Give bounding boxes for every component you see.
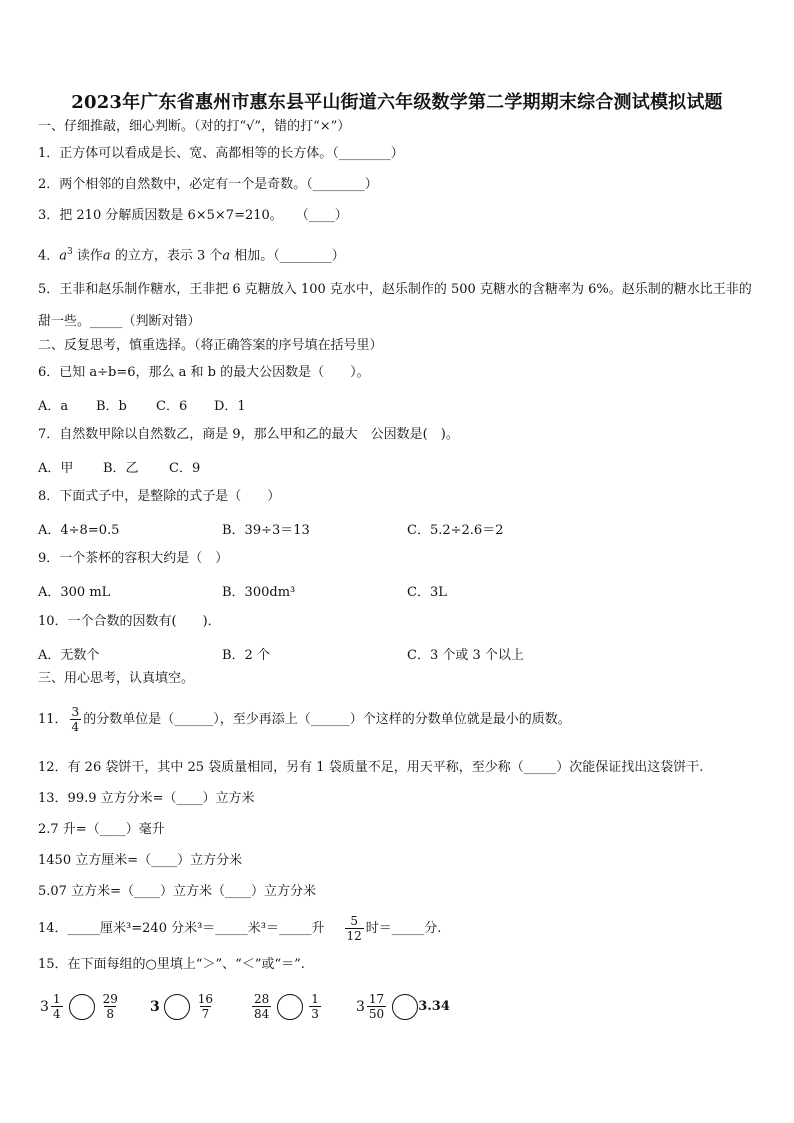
- q9-option-c: C．3L: [407, 585, 447, 600]
- question-10: 10．一个合数的因数有( )．: [38, 614, 221, 629]
- q15-4-whole: 3: [356, 998, 365, 1015]
- section-1-heading: 一、仔细推敲，细心判断。（对的打“√”，错的打“×”）: [38, 119, 351, 134]
- q15-2-answer-circle[interactable]: [164, 994, 190, 1020]
- q4-tail: 相加。（________）: [230, 248, 345, 264]
- q9-option-a: A．300 mL: [38, 585, 111, 600]
- q15-compare-4: [356, 992, 450, 1021]
- q15-2-rden: 7: [201, 1007, 210, 1021]
- q11-prefix: 11．: [38, 712, 68, 727]
- q11-denominator: 4: [71, 720, 80, 734]
- q14-denominator: 12: [346, 929, 362, 943]
- q9-option-b: B．300dm³: [222, 585, 296, 600]
- q15-3-lden: 84: [254, 1007, 270, 1021]
- q6-option-d: D．1: [214, 399, 246, 414]
- q15-4-den: 50: [368, 1007, 385, 1021]
- q6-option-b: B．b: [96, 399, 127, 414]
- q14-prefix: 14．_____厘米³=240 分米³＝_____米³＝_____升: [38, 921, 325, 936]
- q15-4-fraction: [367, 992, 386, 1021]
- q4-base: a: [59, 248, 68, 264]
- q15-compare-2: [150, 992, 217, 1021]
- q14-numerator: 5: [350, 914, 358, 928]
- question-5: 5．王非和赵乐制作糖水，王非把 6 克糖放入 100 克水中，赵乐制作的 500 克糖水的含糖率为 6%。赵乐制的糖水比王非的甜一些。_____（判断对错）: [38, 282, 752, 329]
- q15-3-answer-circle[interactable]: [277, 994, 303, 1020]
- q11-tail: 的分数单位是（______），至少再添上（______）个这样的分数单位就是最小的质数。: [83, 712, 571, 727]
- q15-4-answer-circle[interactable]: [392, 994, 418, 1020]
- q8-option-a: A．4÷8=0.5: [38, 523, 120, 538]
- q15-2-left: 3: [150, 998, 160, 1015]
- q15-1-den: 4: [52, 1007, 61, 1021]
- q15-3-lnum: 28: [254, 992, 270, 1006]
- q15-4-left: [356, 992, 388, 1021]
- q10-option-c: C．3 个或 3 个以上: [407, 648, 524, 663]
- q15-1-right: [101, 992, 120, 1021]
- q8-option-c: C．5.2÷2.6＝2: [407, 523, 504, 538]
- question-9: 9．一个茶杯的容积大约是（ ）: [38, 551, 229, 566]
- question-14: [38, 913, 764, 945]
- question-1: 1．正方体可以看成是长、宽、高都相等的长方体。（________）: [38, 146, 404, 161]
- q15-3-rden: 3: [311, 1007, 319, 1021]
- q14-fraction: [345, 914, 364, 943]
- page-title: 2023年广东省惠州市惠东县平山街道六年级数学第二学期期末综合测试模拟试题: [71, 92, 723, 113]
- question-3: 3．把 210 分解质因数是 6×5×7=210。 （____）: [38, 208, 348, 223]
- q10-option-b: B．2 个: [222, 648, 270, 663]
- q15-1-rden: 8: [106, 1007, 115, 1021]
- question-13-line-1: 13．99.9 立方分米=（____）立方米: [38, 791, 255, 806]
- q15-compare-1: [40, 992, 122, 1021]
- q15-1-left: [40, 992, 65, 1021]
- question-13-line-2: 2.7 升=（____）毫升: [38, 822, 165, 837]
- q15-3-left: [252, 992, 271, 1021]
- question-7: 7．自然数甲除以自然数乙，商是 9，那么甲和乙的最大 公因数是( )。: [38, 427, 459, 442]
- section-2-heading: 二、反复思考，慎重选择。（将正确答案的序号填在括号里）: [38, 338, 383, 353]
- q15-3-rnum: 1: [311, 992, 319, 1006]
- question-6: 6．已知 a÷b=6，那么 a 和 b 的最大公因数是（ ）。: [38, 365, 370, 380]
- q6-option-c: C．6: [156, 399, 188, 414]
- q15-1-whole: 3: [40, 998, 49, 1015]
- q15-1-fraction: [51, 992, 63, 1021]
- q7-option-c: C．9: [169, 461, 201, 476]
- q15-compare-3: [250, 992, 323, 1021]
- q6-option-a: A．a: [38, 399, 69, 414]
- question-8: 8．下面式子中，是整除的式子是（ ）: [38, 489, 281, 504]
- q15-3-right: [309, 992, 321, 1021]
- q7-option-a: A．甲: [38, 461, 74, 476]
- question-13-line-3: 1450 立方厘米=（____）立方分米: [38, 853, 243, 868]
- q11-fraction: [70, 705, 82, 734]
- question-4: [38, 243, 764, 265]
- q11-numerator: 3: [71, 705, 80, 719]
- q15-4-right: 3.34: [418, 999, 450, 1014]
- q4-exp: 3: [67, 247, 73, 257]
- section-3-heading: 三、用心思考，认真填空。: [38, 671, 195, 686]
- q8-option-b: B．39÷3＝13: [222, 523, 310, 538]
- q15-2-rnum: 16: [197, 992, 214, 1006]
- question-2: 2．两个相邻的自然数中，必定有一个是奇数。（________）: [38, 177, 378, 192]
- q4-mid1: 读作: [72, 248, 103, 264]
- q10-option-a: A．无数个: [38, 648, 100, 663]
- q4-var2: a: [222, 248, 231, 264]
- q4-var: a: [102, 248, 111, 264]
- question-13-line-4: 5.07 立方米=（____）立方米（____）立方分米: [38, 884, 316, 899]
- q4-mid2: 的立方，表示 3 个: [110, 248, 223, 264]
- q14-tail: 时＝_____分.: [365, 921, 442, 936]
- q15-4-num: 17: [368, 992, 385, 1006]
- q7-option-b: B．乙: [103, 461, 139, 476]
- question-11: [38, 704, 764, 736]
- q15-2-right: [196, 992, 215, 1021]
- q15-1-answer-circle[interactable]: [69, 994, 95, 1020]
- question-15: 15．在下面每组的○里填上“＞”、“＜”或“＝”.: [38, 957, 305, 972]
- question-12: 12．有 26 袋饼干，其中 25 袋质量相同，另有 1 袋质量不足，用天平称，至少称（_____）次能保证找出这袋饼干.: [38, 760, 704, 775]
- q15-1-num: 1: [52, 992, 61, 1006]
- q15-1-rnum: 29: [102, 992, 118, 1006]
- q4-prefix: 4．: [38, 248, 60, 264]
